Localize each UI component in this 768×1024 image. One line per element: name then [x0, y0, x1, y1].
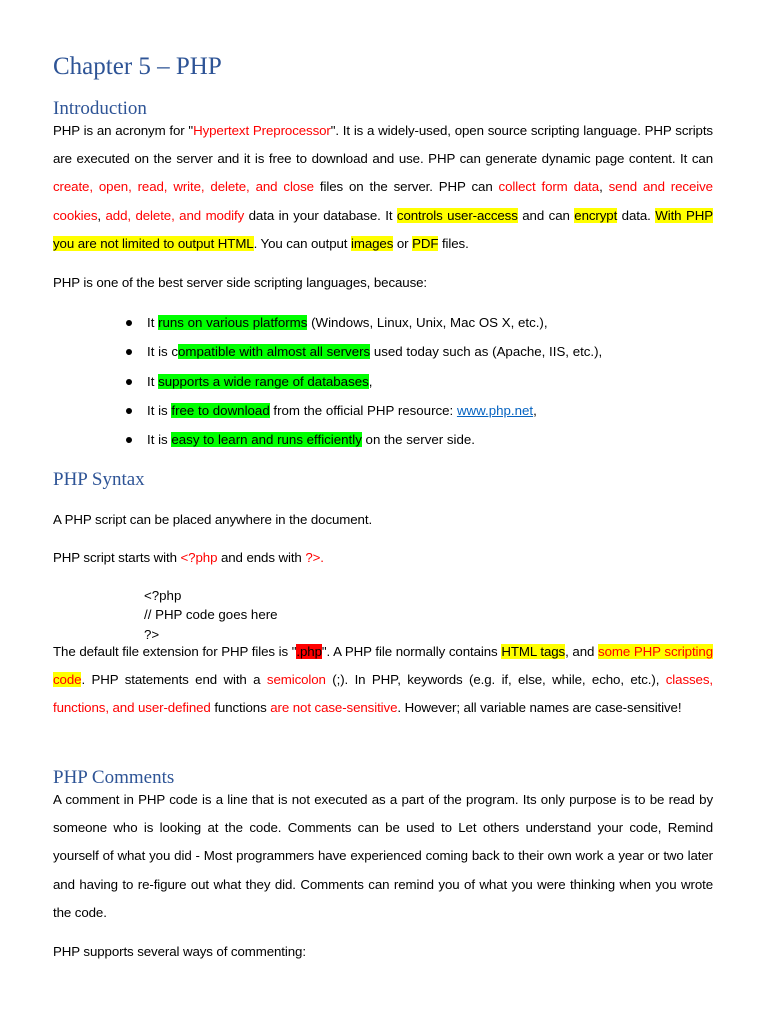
- yellow-highlight: With PHP you are not limited to output HTML: [53, 207, 713, 251]
- text: It is: [147, 432, 172, 448]
- chapter-title: Chapter 5 – PHP: [53, 53, 222, 80]
- text: ,: [533, 402, 537, 418]
- green-highlight: runs on various platforms: [158, 315, 308, 330]
- bullet-icon: [126, 437, 132, 443]
- text: on the server side.: [361, 432, 475, 448]
- text: data in your database. It: [244, 207, 397, 223]
- text: files on the server. PHP can: [313, 179, 499, 195]
- text: from the official PHP resource:: [269, 402, 457, 418]
- bullet-icon: [126, 379, 132, 385]
- text: PHP is an acronym for ": [53, 123, 194, 138]
- text: The default file extension for PHP files is ": [53, 644, 297, 659]
- introduction-heading: Introduction: [53, 98, 147, 119]
- bullet-icon: [126, 408, 132, 414]
- green-highlight: easy to learn and runs efficiently: [171, 432, 362, 448]
- yellow-highlight: encrypt: [574, 207, 618, 223]
- green-highlight: free to download: [171, 402, 270, 418]
- red-text: are not case-sensitive: [270, 700, 398, 716]
- yellow-highlight: HTML tags: [501, 644, 566, 659]
- syntax-paragraph-3: [53, 638, 713, 723]
- text: It is c: [147, 344, 179, 360]
- green-highlight: ompatible with almost all servers: [178, 344, 371, 360]
- text: or: [393, 235, 413, 251]
- syntax-heading: PHP Syntax: [53, 469, 145, 490]
- red-text: <?php: [180, 550, 218, 565]
- list-item: [120, 308, 602, 337]
- text: . However; all variable names are case-sensitive!: [397, 700, 682, 716]
- code-line: <?php: [144, 588, 182, 603]
- text: and ends with: [217, 550, 306, 565]
- text: It: [147, 315, 159, 330]
- bullet-icon: [126, 320, 132, 326]
- green-highlight: supports a wide range of databases: [158, 373, 369, 389]
- reasons-intro: PHP is one of the best server side scripting languages, because:: [53, 275, 428, 290]
- code-sample: [144, 586, 278, 644]
- bullet-icon: [126, 349, 132, 355]
- text: and can: [517, 207, 575, 223]
- comments-paragraph-1: A comment in PHP code is a line that is not executed as a part of the program. Its only purpose is to be read by someone who is looking at the code. Comments can be used to Let others understand your code, Remind yourself of what you did - Most programmers have experienced coming back to their own work a year or two later and having to re-figure out what they did. Comments can remind you of what you were thinking when you wrote the code.: [53, 792, 713, 920]
- yellow-highlight: controls user-access: [396, 207, 518, 223]
- list-item: [120, 425, 602, 454]
- text: It is: [147, 402, 172, 418]
- code-line: ?>: [144, 626, 160, 642]
- code-line: // PHP code goes here: [144, 607, 278, 623]
- text: ,: [97, 207, 106, 223]
- php-net-link[interactable]: www.php.net: [456, 402, 534, 418]
- red-text: send and receive cookies: [53, 179, 713, 223]
- list-item: [120, 396, 602, 425]
- text: (;). In PHP, keywords (e.g. if, else, while, echo, etc.),: [325, 672, 666, 688]
- text: ,: [368, 373, 373, 389]
- yellow-highlight: images: [350, 235, 394, 251]
- text: (Windows, Linux, Unix, Mac OS X, etc.),: [307, 315, 548, 330]
- red-text: create, open, read, write, delete, and close: [53, 179, 314, 195]
- text: , and: [565, 644, 599, 659]
- text: data.: [617, 207, 656, 223]
- comments-heading: PHP Comments: [53, 767, 175, 788]
- text: ,: [599, 179, 609, 195]
- text: It: [147, 373, 159, 389]
- red-text: semicolon: [266, 672, 326, 688]
- text: . You can output: [253, 235, 351, 251]
- list-item: [120, 337, 602, 366]
- red-highlight: .php: [296, 644, 322, 659]
- comments-paragraph-2: PHP supports several ways of commenting:: [53, 944, 306, 959]
- red-text: classes, functions, and user-defined: [53, 672, 713, 716]
- text: ". A PHP file normally contains: [321, 644, 502, 659]
- yellow-highlight: PDF: [412, 235, 439, 251]
- text: files.: [438, 235, 469, 251]
- syntax-paragraph-2: [53, 544, 713, 572]
- introduction-paragraph: [53, 117, 713, 258]
- text: . PHP statements end with a: [81, 672, 267, 688]
- reasons-list: [120, 308, 602, 454]
- syntax-paragraph-1: A PHP script can be placed anywhere in the document.: [53, 512, 373, 527]
- red-text: Hypertext Preprocessor: [193, 123, 331, 138]
- text: used today such as (Apache, IIS, etc.),: [370, 344, 603, 360]
- highlighted-red-text: some PHP scripting code: [53, 644, 714, 688]
- list-item: [120, 367, 602, 396]
- text: PHP script starts with: [53, 550, 181, 565]
- text: functions: [210, 700, 271, 716]
- red-text: collect form data: [498, 179, 600, 195]
- red-text: ?>.: [305, 550, 324, 565]
- red-text: add, delete, and modify: [105, 207, 245, 223]
- text: ". It is a widely-used, open source scripting language. PHP scripts are executed on the server and it is free to download and use. PHP can generate dynamic page content. It can: [53, 123, 713, 167]
